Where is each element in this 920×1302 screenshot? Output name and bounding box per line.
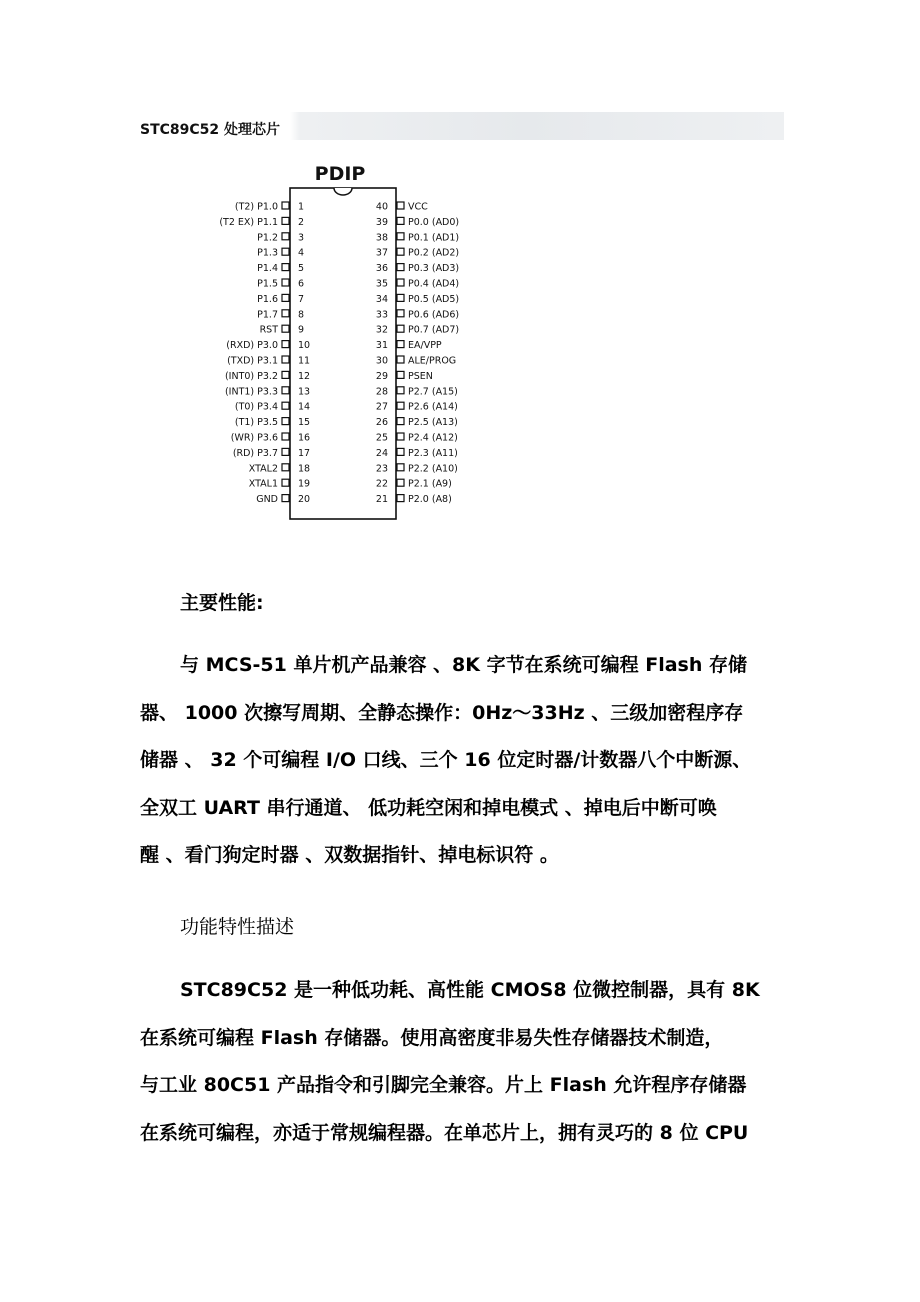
pin-number: 19 (298, 478, 311, 490)
paragraph-line (140, 1062, 800, 1110)
function-description-paragraph (140, 967, 800, 1157)
pin-pad (397, 402, 404, 409)
pin-pad (282, 418, 289, 425)
pin-number: 33 (375, 309, 388, 321)
pin-number: 8 (298, 309, 305, 321)
pin-label: XTAL1 (248, 478, 278, 490)
pin-label: (WR) P3.6 (230, 432, 278, 444)
pin-number: 32 (375, 324, 388, 336)
pin-number: 23 (375, 463, 388, 475)
pin-pad (282, 448, 289, 455)
pin-number: 26 (375, 417, 388, 429)
chip-svg (188, 158, 488, 524)
pin-number: 30 (375, 355, 388, 367)
pin-label: EA/VPP (408, 340, 442, 352)
pin-number: 21 (375, 494, 388, 506)
pin-pad (397, 341, 404, 348)
paragraph-line (140, 737, 800, 785)
pin-number: 9 (298, 324, 305, 336)
pin-label: RST (259, 324, 278, 336)
pin-number: 38 (375, 232, 388, 244)
pin-label: P1.2 (257, 232, 278, 244)
pin-pad (282, 202, 289, 209)
pin-label: XTAL2 (248, 463, 278, 475)
pin-label: P0.0 (AD0) (408, 216, 460, 228)
pin-number: 36 (375, 263, 388, 275)
pin-number: 13 (298, 386, 311, 398)
pin-number: 27 (375, 401, 388, 413)
pin-pad (282, 325, 289, 332)
paragraph-line-text: 全双工 UART 串行通道、 低功耗空闲和掉电模式 、掉电后中断可唤 (140, 796, 717, 819)
pin-pad (282, 464, 289, 471)
pin-pad (282, 433, 289, 440)
pin-number: 11 (298, 355, 311, 367)
pin-label: P1.3 (257, 247, 278, 259)
pin-number: 4 (298, 247, 305, 259)
pin-number: 31 (375, 340, 388, 352)
pin-label: GND (256, 494, 278, 506)
paragraph-line (140, 1110, 800, 1158)
paragraph-line-text: 与工业 80C51 产品指令和引脚完全兼容。片上 Flash 允许程序存储器 (140, 1074, 747, 1096)
pin-pad (397, 294, 404, 301)
pin-number: 2 (298, 216, 305, 228)
pin-label: P1.5 (257, 278, 278, 290)
paragraph-line (140, 967, 800, 1015)
pin-pad (397, 479, 404, 486)
pin-pad (397, 387, 404, 394)
pin-pad (397, 418, 404, 425)
paragraph-line-text: 在系统可编程 Flash 存储器。使用高密度非易失性存储器技术制造， (140, 1026, 724, 1049)
pin-number: 20 (298, 494, 311, 506)
pin-pad (397, 248, 404, 255)
pin-label: P0.1 (AD1) (408, 232, 460, 244)
pin-pad (397, 202, 404, 209)
pin-label: (T1) P3.5 (234, 417, 278, 429)
pin-pad (282, 248, 289, 255)
figure-caption: STC89C52 处理芯片 (140, 122, 281, 138)
paragraph-line (140, 690, 800, 738)
pin-pad (282, 356, 289, 363)
pin-number: 10 (298, 340, 311, 352)
pin-number: 34 (375, 293, 388, 305)
pin-pad (397, 356, 404, 363)
pin-number: 1 (298, 201, 305, 213)
pin-number: 25 (375, 432, 388, 444)
pin-label: P2.5 (A13) (408, 417, 458, 429)
pin-number: 3 (298, 232, 305, 244)
pin-label: P0.3 (AD3) (408, 263, 460, 275)
pin-number: 37 (375, 247, 388, 259)
pin-label: P1.6 (257, 293, 278, 305)
paragraph-line-text: 在系统可编程，亦适于常规编程器。在单芯片上，拥有灵巧的 8 位 CPU (140, 1121, 749, 1144)
pin-number: 39 (375, 216, 388, 228)
pin-pad (282, 341, 289, 348)
pin-label: (INT1) P3.3 (224, 386, 278, 398)
pin-pad (282, 233, 289, 240)
pin-label: P2.0 (A8) (408, 494, 452, 506)
pin-label: PSEN (408, 370, 433, 382)
pin-number: 35 (375, 278, 388, 290)
pin-label: P2.1 (A9) (408, 478, 452, 490)
pin-label: P0.7 (AD7) (408, 324, 460, 336)
pin-label: (RD) P3.7 (232, 447, 278, 459)
pin-number: 29 (375, 370, 388, 382)
paragraph-line-text: 器、 1000 次擦写周期、全静态操作：0Hz～33Hz 、三级加密程序存 (140, 701, 744, 724)
pin-label: (RXD) P3.0 (226, 340, 278, 352)
paragraph-line (140, 832, 800, 880)
pin-pad (397, 279, 404, 286)
pin-number: 22 (375, 478, 388, 490)
pin-label: ALE/PROG (408, 355, 457, 367)
pin-pad (397, 495, 404, 502)
section-title-main-features: 主要性能: (180, 592, 264, 614)
pin-pad (282, 402, 289, 409)
pin-pad (282, 371, 289, 378)
pin-pad (397, 310, 404, 317)
pin-pad (397, 217, 404, 224)
pin-number: 28 (375, 386, 388, 398)
pin-label: (TXD) P3.1 (227, 355, 278, 367)
pin-label: (T0) P3.4 (234, 401, 278, 413)
pin-label: P2.3 (A11) (408, 447, 458, 459)
pin-label: (INT0) P3.2 (224, 370, 278, 382)
pin-pad (282, 495, 289, 502)
paragraph-line-text: 与 MCS-51 单片机产品兼容 、8K 字节在系统可编程 Flash 存储 (180, 654, 747, 676)
pin-label: P2.7 (A15) (408, 386, 458, 398)
pin-pad (282, 479, 289, 486)
pin-label: P2.4 (A12) (408, 432, 458, 444)
pin-pad (397, 371, 404, 378)
pin-pad (282, 279, 289, 286)
pin-number: 17 (298, 447, 311, 459)
pin-label: P1.4 (257, 263, 278, 275)
main-features-paragraph (140, 642, 800, 880)
pin-label: VCC (408, 201, 428, 213)
pin-pad (282, 217, 289, 224)
pin-pad (397, 233, 404, 240)
section-title-function-description: 功能特性描述 (180, 916, 295, 938)
pin-pad (282, 294, 289, 301)
paragraph-line-text: 储器 、 32 个可编程 I/O 口线、三个 16 位定时器/计数器八个中断源、 (140, 749, 752, 771)
pin-label: P0.5 (AD5) (408, 293, 460, 305)
pin-pad (397, 464, 404, 471)
pin-pad (397, 264, 404, 271)
pin-number: 15 (298, 417, 311, 429)
pin-number: 7 (298, 293, 305, 305)
pin-pad (282, 387, 289, 394)
pin-label: P0.4 (AD4) (408, 278, 460, 290)
pin-pad (397, 448, 404, 455)
pin-pad (282, 310, 289, 317)
pin-label: (T2 EX) P1.1 (219, 216, 278, 228)
pin-label: P2.2 (A10) (408, 463, 458, 475)
pin-number: 40 (375, 201, 388, 213)
package-label: PDIP (314, 163, 366, 185)
pin-label: P1.7 (257, 309, 278, 321)
pin-label: P0.6 (AD6) (408, 309, 460, 321)
pin-number: 5 (298, 263, 305, 275)
paragraph-line (140, 642, 800, 690)
pin-pad (397, 433, 404, 440)
pin-number: 16 (298, 432, 311, 444)
pin-label: P2.6 (A14) (408, 401, 458, 413)
pin-number: 6 (298, 278, 305, 290)
pin-number: 24 (375, 447, 388, 459)
paragraph-line (140, 1015, 800, 1063)
pin-number: 14 (298, 401, 311, 413)
paragraph-line-text: 醒 、看门狗定时器 、双数据指针、掉电标识符 。 (140, 844, 559, 866)
pin-label: (T2) P1.0 (234, 201, 278, 213)
pin-label: P0.2 (AD2) (408, 247, 460, 259)
paragraph-line (140, 785, 800, 833)
pin-number: 12 (298, 370, 311, 382)
paragraph-line-text: STC89C52 是一种低功耗、高性能 CMOS8 位微控制器，具有 8K (180, 979, 760, 1001)
pin-pad (397, 325, 404, 332)
chip-pinout-diagram (188, 158, 488, 524)
pin-number: 18 (298, 463, 311, 475)
pin-pad (282, 264, 289, 271)
